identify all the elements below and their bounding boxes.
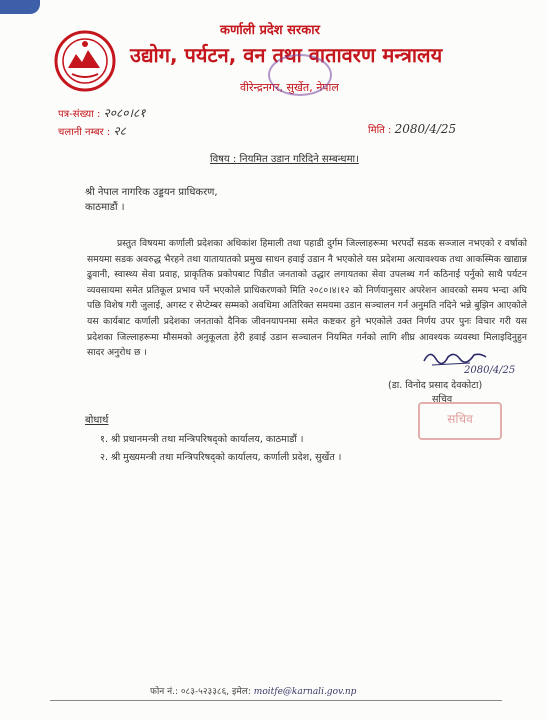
letterhead-province: कर्णाली प्रदेश सरकार bbox=[220, 23, 320, 38]
letter-body: प्रस्तुत विषयमा कर्णाली प्रदेशका अधिकांश हिमाली तथा पहाडी दुर्गम जिल्लाहरूमा भरपर्दो सडक सञ्जाल नभएको र वर्षाको समयमा सडक अवरुद्ध भैरहने तथा यातायातको प्रमुख साधन हवाई उडान नै भएकोले यस प्रदेशमा अत्यावश्यक तथा आकस्मिक खाद्यान्न ढुवानी, स्वास्थ्य सेवा प्रवाह, प्राकृतिक प्रकोपबाट पिडीत जनताको उद्धार लगायतका सेवा उपलब्ध गर्न कठिनाई पर्नुको साथै पर्यटन व्यवसायमा समेत प्रतिकूल प्रभाव पर्ने भएकोले प्राधिकरणको मिति २०८०।४।१२ को निर्णयानुसार अपरेशन आवरको समय भन्दा अघि पछि विशेष गरी जुलाई, अगस्ट र सेप्टेम्बर सम्मको अवधिमा अतिरिक्त समयमा उडान सञ्चालन गर्न अनुमति नदिने भन्ने बुझिन आएकोले यस कार्यबाट कर्णाली प्रदेशका जनताको दैनिक जीवनयापनमा समेत कष्टकर हुने भएकोले उक्त निर्णय उपर पुनः विचार गरी यस प्रदेशका जिल्लाहरूमा मौसमको अनुकूलता हेरी हवाई उडान सञ्चालन नियमित गर्नको लागि शीघ्र आवश्यक व्यवस्था मिलाइदिनुहुन सादर अनुरोध छ । bbox=[87, 238, 527, 359]
subject-line: विषय : नियमित उडान गरिदिने सम्बन्धमा। bbox=[210, 154, 359, 165]
signatory-title: सचिव bbox=[432, 394, 453, 405]
dispatch-value: २८ bbox=[113, 124, 126, 138]
dispatch-label: चलानी नम्बर : bbox=[58, 127, 111, 138]
secretary-stamp: सचिव bbox=[418, 402, 502, 440]
addressee-line1: श्री नेपाल नागरिक उड्डयन प्राधिकरण, bbox=[85, 187, 218, 198]
cc-item: १. श्री प्रधानमन्त्री तथा मन्त्रिपरिषद्को कार्यालय, काठमाडौं । bbox=[100, 434, 304, 445]
reference-value: २०८०।८१ bbox=[103, 106, 146, 120]
addressee-line2: काठमाडौं । bbox=[85, 202, 125, 213]
footer-email[interactable]: moitfe@karnali.gov.np bbox=[253, 687, 357, 697]
corner-tab bbox=[0, 0, 40, 14]
cc-item: २. श्री मुख्यमन्त्री तथा मन्त्रिपरिषद्को कार्यालय, कर्णाली प्रदेश, सुर्खेत । bbox=[100, 452, 342, 463]
dispatch-number bbox=[58, 122, 126, 139]
signature-date: 2080/4/25 bbox=[464, 365, 516, 376]
government-emblem-icon bbox=[54, 30, 116, 92]
header-stamp bbox=[268, 54, 332, 96]
footer-phone: फोन नं.: ०८३-५२३३८६, bbox=[150, 687, 230, 697]
reference-number bbox=[58, 104, 146, 121]
letter-date bbox=[368, 122, 456, 136]
letterhead-address: वीरेन्द्रनगर, सुर्खेत, नेपाल bbox=[240, 81, 339, 94]
date-value: 2080/4/25 bbox=[394, 122, 457, 136]
footer-email-label: इमेल: bbox=[231, 687, 251, 697]
reference-label: पत्र-संख्या : bbox=[58, 109, 101, 120]
footer-divider bbox=[50, 700, 502, 701]
cc-heading: बोधार्थ bbox=[85, 415, 109, 426]
letterhead-ministry: उद्योग, पर्यटन, वन तथा वातावरण मन्त्रालय bbox=[130, 43, 443, 67]
signatory-name: (डा. विनोद प्रसाद देवकोटा) bbox=[388, 380, 483, 391]
footer-contact bbox=[150, 684, 356, 697]
date-label: मिति : bbox=[368, 125, 392, 136]
